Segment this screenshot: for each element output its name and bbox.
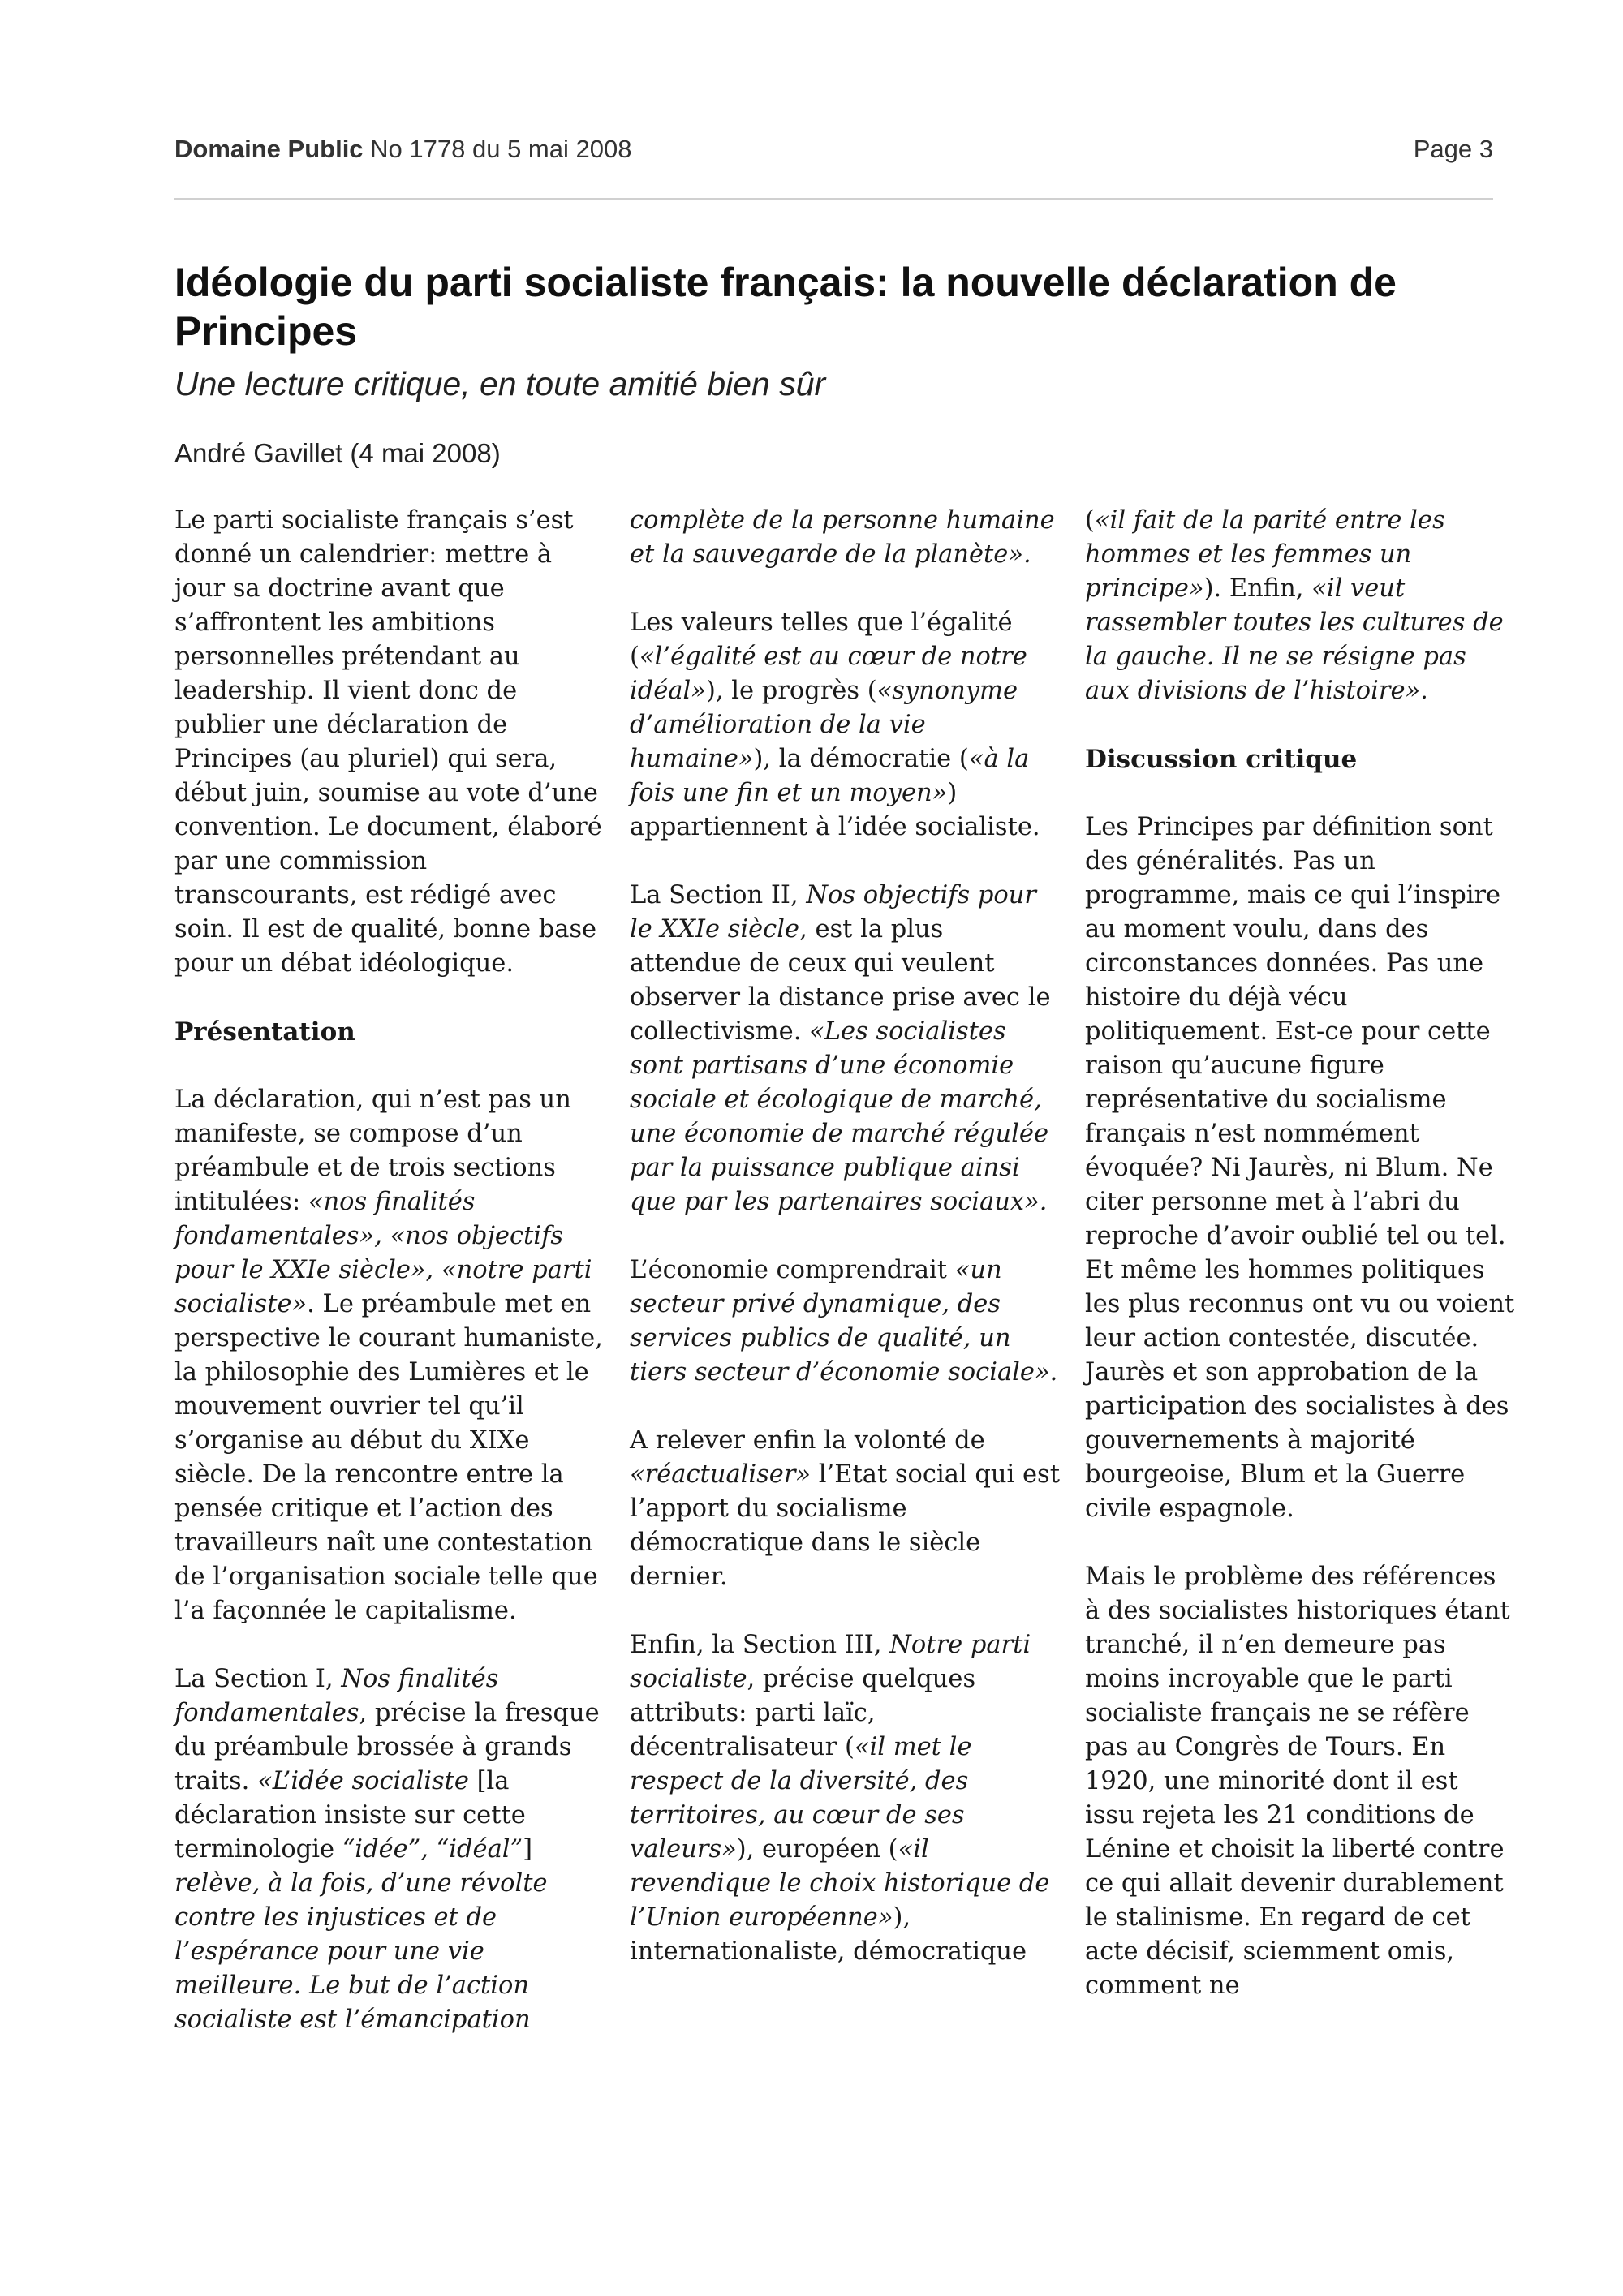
article-title: Idéologie du parti socialiste français: la nouvelle déclaration de Principes xyxy=(174,260,1397,354)
paragraph: A relever enfin la volonté de «réactualiser» l’Etat social qui est l’apport du socialisme démocratique dans le siècle dernier. xyxy=(630,1426,1060,1591)
section-heading-discussion: Discussion critique xyxy=(1085,745,1358,774)
paragraph: L’économie comprendrait «un secteur privé dynamique, des services publics de qualité, un tiers secteur d’économie sociale». xyxy=(630,1256,1058,1387)
issue-info: No 1778 du 5 mai 2008 xyxy=(370,135,632,163)
paragraph: La Section I, Nos finalités fondamentales, précise la fresque du préambule brossée à grands traits. «L’idée socialiste [la déclaration insiste sur cette terminologie “idée”, “idéal”] relève, à la fois, d’une révolte contre les injustices et de l’espérance pour une vie meilleure. Le but de l’action socialiste est l’émancipation xyxy=(174,1665,600,2034)
paragraph: La Section II, Nos objectifs pour le XXIe siècle, est la plus attendue de ceux qui veulent observer la distance prise avec le collectivisme. «Les socialistes sont partisans d’une économie sociale et écologique de marché, une économie de marché régulée par la puissance publique ainsi que par les partenaires sociaux». xyxy=(630,881,1051,1216)
paragraph: La déclaration, qui n’est pas un manifeste, se compose d’un préambule et de trois sections intitulées: «nos finalités fondamentales», «nos objectifs pour le XXIe siècle», «notre parti socialiste». Le préambule met en perspective le courant humaniste, la philosophie des Lumières et le mouvement ouvrier tel qu’il s’organise au début du XIXe siècle. De la rencontre entre la pensée critique et l’action des travailleurs naît une contestation de l’organisation sociale telle que l’a façonnée le capitalisme. xyxy=(174,1086,603,1625)
text-column-1 xyxy=(174,504,605,2071)
paragraph: Le parti socialiste français s’est donné un calendrier: mettre à jour sa doctrine avant que s’affrontent les ambitions personnelles prétendant au leadership. Il vient donc de publier une déclaration de Principes (au pluriel) qui sera, début juin, soumise au vote d’une convention. Le document, élaboré par une commission transcourants, est rédigé avec soin. Il est de qualité, bonne base pour un débat idéologique. xyxy=(174,506,602,978)
publication-line xyxy=(174,135,631,164)
header-divider xyxy=(174,198,1493,200)
article-subtitle: Une lecture critique, en toute amitié bien sûr xyxy=(174,365,826,402)
page-header xyxy=(174,135,1493,164)
paragraph: Les Principes par définition sont des généralités. Pas un programme, mais ce qui l’inspire au moment voulu, dans des circonstances données. Pas une histoire du déjà vécu politiquement. Est-ce pour cette raison qu’aucune figure représentative du socialisme français n’est nommément évoquée? Ni Jaurès, ni Blum. Ne citer personne met à l’abri du reproche d’avoir oublié tel ou tel. Et même les hommes politiques les plus reconnus ont vu ou voient leur action contestée, discutée. Jaurès et son approbation de la participation des socialistes à des gouvernements à majorité bourgeoise, Blum et la Guerre civile espagnole. xyxy=(1085,813,1515,1523)
paragraph: complète de la personne humaine et la sauvegarde de la planète». xyxy=(630,506,1055,569)
paragraph: Les valeurs telles que l’égalité («l’égalité est au cœur de notre idéal»), le progrès («synonyme d’amélioration de la vie humaine»), la démocratie («à la fois une fin et un moyen») appartiennent à l’idée socialiste. xyxy=(630,608,1040,841)
text-column-2 xyxy=(630,504,1060,2003)
section-heading-presentation: Présentation xyxy=(174,1017,355,1047)
paragraph: Mais le problème des références à des socialistes historiques étant tranché, il n’en demeure pas moins incroyable que le parti socialiste français ne se réfère pas au Congrès de Tours. En 1920, une minorité dont il est issu rejeta les 21 conditions de Lénine et choisit la liberté contre ce qui allait devenir durablement le stalinisme. En regard de cet acte décisif, sciemment omis, comment ne xyxy=(1085,1563,1510,2000)
page-number: Page 3 xyxy=(1413,135,1493,163)
text-column-3 xyxy=(1085,504,1515,2037)
paragraph: Enfin, la Section III, Notre parti socialiste, précise quelques attributs: parti laïc, décentralisateur («il met le respect de la diversité, des territoires, au cœur de ses valeurs»), européen («il revendique le choix historique de l’Union européenne»), internationaliste, démocratique xyxy=(630,1631,1050,1966)
paragraph: («il fait de la parité entre les hommes et les femmes un principe»). Enfin, «il veut rassembler toutes les cultures de la gauche. Il ne se résigne pas aux divisions de l’histoire». xyxy=(1085,506,1504,705)
publication-name: Domaine Public xyxy=(174,135,364,163)
article-byline: André Gavillet (4 mai 2008) xyxy=(174,438,501,468)
